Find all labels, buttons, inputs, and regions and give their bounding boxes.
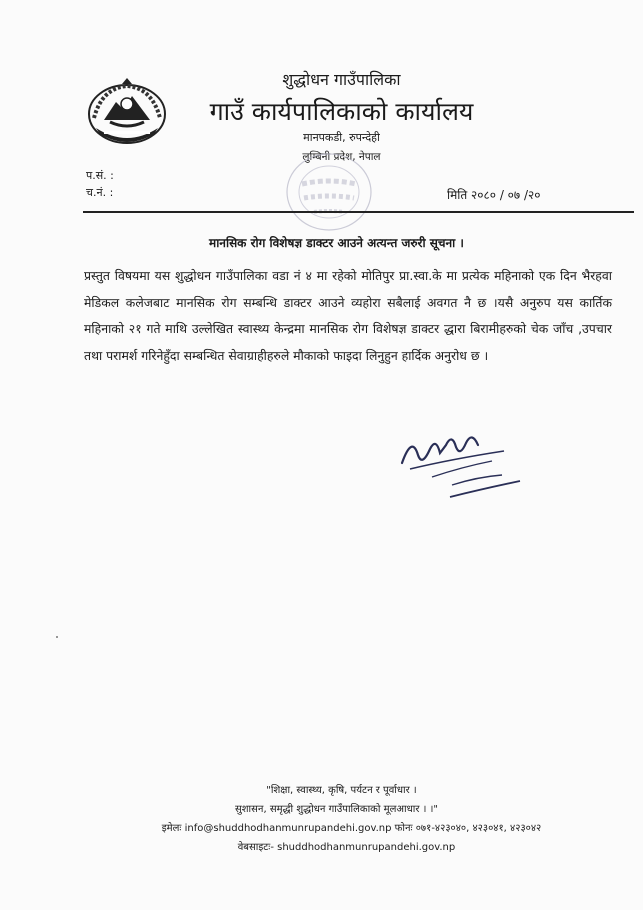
footer-slogan-2: सुशासन, समृद्धी शुद्धोधन गाउँपालिकाको मूलआधार । ।" — [235, 804, 438, 815]
footer-slogan-1: "शिक्षा, स्वास्थ्य, कृषि, पर्यटन र पूर्वाधार । — [266, 785, 417, 796]
office-location: मानपकडी, रुपन्देही — [303, 131, 380, 144]
municipality-name: शुद्धोधन गाउँपालिका — [282, 70, 401, 89]
dispatch-number-label: च.नं. : — [86, 186, 114, 199]
notice-body: प्रस्तुत विषयमा यस शुद्धोधन गाउँपालिका वडा नं ४ मा रहेको मोतिपुर प्रा.स्वा.के मा प्रत्येक महिनाको एक दिन भैरहवा मेडिकल कलेजबाट मानसिक रोग सम्बन्धि डाक्टर आउने व्यहोरा सबैलाई अवगत नै छ ।यसै अनुरुप यस कार्तिक महिनाको २१ गते माथि उल्लेखित स्वास्थ्य केन्द्रमा मानसिक रोग विशेषज्ञ डाक्टर द्धारा बिरामीहरुको चेक जाँच ,उपचार तथा परामर्श गरिनेहुँदा सम्बन्धित सेवाग्राहीहरुले मौकाको फाइदा लिनुहुन हार्दिक अनुरोध छ । — [84, 268, 612, 363]
letter-number-label: प.सं. : — [86, 169, 114, 182]
office-seal-stamp — [282, 150, 377, 238]
handwritten-signature — [392, 415, 527, 505]
letter-date: मिति २०८० / ०७ /२० — [447, 188, 541, 202]
footer-website: वेबसाइटः- shuddhodhanmunrupandehi.gov.np — [237, 842, 456, 853]
footer-contact: इमेलः info@shuddhodhanmunrupandehi.gov.np फोनः ०७१-४२३०४०, ४२३०४१, ४२३०४२ — [161, 823, 542, 834]
speck — [56, 636, 58, 638]
notice-subject: मानसिक रोग विशेषज्ञ डाक्टर आउने अत्यन्त जरुरी सूचना । — [209, 236, 464, 250]
office-province: लुम्बिनी प्रदेश, नेपाल — [302, 151, 381, 163]
office-name: गाउँ कार्यपालिकाको कार्यालय — [209, 97, 474, 126]
header-divider — [83, 211, 634, 213]
